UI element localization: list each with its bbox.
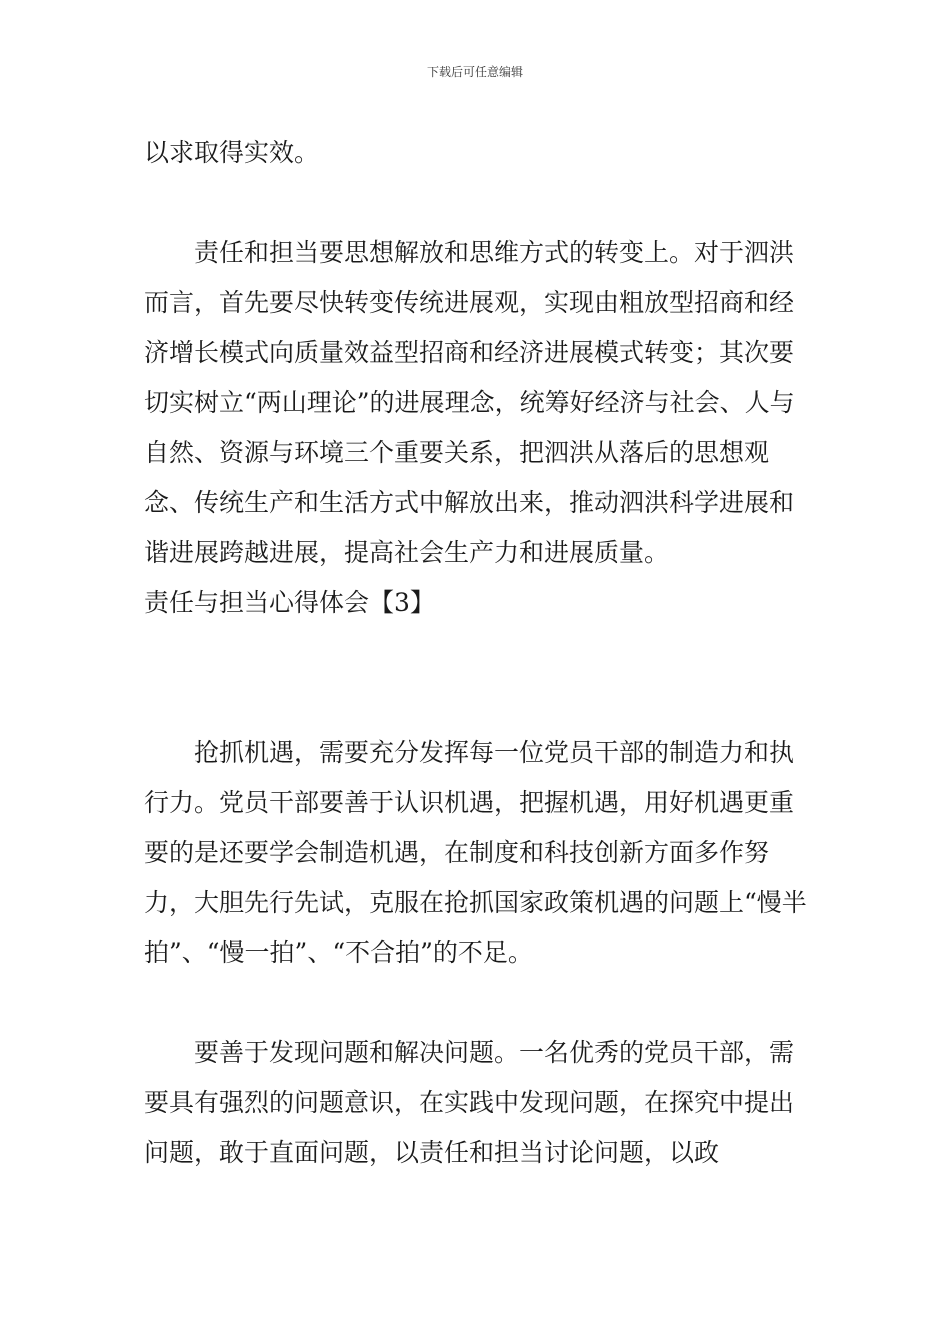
paragraph-1: 以求取得实效。 [144, 138, 320, 167]
section-heading: 责任与担当心得体会【3】 [144, 588, 435, 617]
document-body [144, 128, 808, 1178]
paragraph-spacer [144, 978, 808, 1028]
paragraph-spacer [144, 178, 808, 228]
paragraph-2: 责任和担当要思想解放和思维方式的转变上。对于泗洪而言，首先要尽快转变传统进展观，实现由粗放型招商和经济增长模式向质量效益型招商和经济进展模式转变；其次要切实树立“两山理论”的进展理念，统筹好经济与社会、人与自然、资源与环境三个重要关系，把泗洪从落后的思想观念、传统生产和生活方式中解放出来，推动泗洪科学进展和谐进展跨越进展，提高社会生产力和进展质量。 [144, 238, 795, 567]
paragraph-spacer [144, 628, 808, 728]
paragraph-3: 抢抓机遇，需要充分发挥每一位党员干部的制造力和执行力。党员干部要善于认识机遇，把握机遇，用好机遇更重要的是还要学会制造机遇，在制度和科技创新方面多作努力，大胆先行先试，克服在抢抓国家政策机遇的问题上“慢半拍”、“慢一拍”、“不合拍”的不足。 [144, 738, 807, 967]
page-header-note: 下载后可任意编辑 [426, 65, 523, 79]
paragraph-4: 要善于发现问题和解决问题。一名优秀的党员干部，需要具有强烈的问题意识，在实践中发现问题，在探究中提出问题，敢于直面问题，以责任和担当讨论问题，以政 [144, 1038, 795, 1167]
